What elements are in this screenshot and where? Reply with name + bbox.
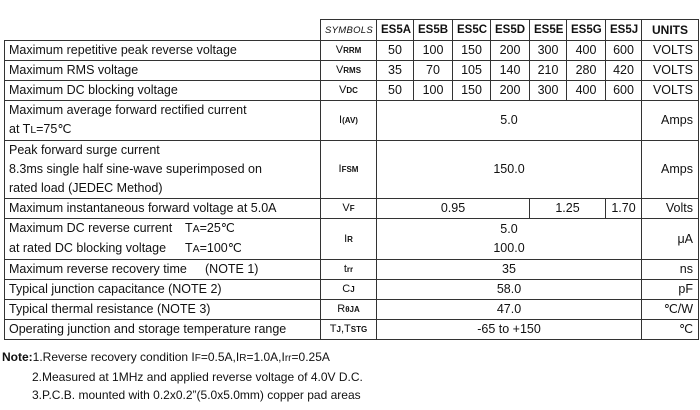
value-cell: 47.0 [377, 300, 642, 320]
symbol-cell: I(AV) [321, 101, 377, 141]
unit-cell: VOLTS [642, 81, 699, 101]
value-cell: 100 [414, 41, 453, 61]
symbol-cell: IFSM [321, 141, 377, 199]
unit-cell: Amps [642, 141, 699, 199]
symbol-cell: CJ [321, 280, 377, 300]
notes-label: Note: [2, 350, 33, 364]
note-3: 3.P.C.B. mounted with 0.2x0.2”(5.0x5.0mm) copper pad areas [32, 388, 361, 402]
table-row [5, 260, 699, 280]
value-cell: 58.0 [377, 280, 642, 300]
part-header: ES5G [567, 20, 606, 41]
param-label: Operating junction and storage temperature range [5, 320, 321, 340]
param-label: Typical junction capacitance (NOTE 2) [5, 280, 321, 300]
table-row [5, 101, 699, 141]
value-cell: 1.25 [530, 199, 606, 219]
part-header: ES5J [606, 20, 642, 41]
value-cell: 600 [606, 41, 642, 61]
part-header: ES5C [453, 20, 491, 41]
value-cell: 105 [453, 61, 491, 81]
value-cell: 35 [377, 260, 642, 280]
units-header: UNITS [642, 20, 699, 41]
value-cell: 300 [530, 41, 567, 61]
table-row [5, 280, 699, 300]
value-cell: 280 [567, 61, 606, 81]
value-cell: 420 [606, 61, 642, 81]
unit-cell: pF [642, 280, 699, 300]
unit-cell: ns [642, 260, 699, 280]
value-cell: 50 [377, 41, 414, 61]
electrical-characteristics-table [4, 19, 699, 340]
value-cell: 0.95 [377, 199, 530, 219]
value-cell: 600 [606, 81, 642, 101]
param-label: Maximum DC blocking voltage [5, 81, 321, 101]
unit-cell: Amps [642, 101, 699, 141]
table-header-row [5, 20, 699, 41]
table-row [5, 300, 699, 320]
param-label: Typical thermal resistance (NOTE 3) [5, 300, 321, 320]
value-cell: 35 [377, 61, 414, 81]
part-header: ES5B [414, 20, 453, 41]
value-cell: 210 [530, 61, 567, 81]
table-row [5, 219, 699, 260]
symbol-cell: TJ,TSTG [321, 320, 377, 340]
unit-cell: VOLTS [642, 41, 699, 61]
symbol-cell: trr [321, 260, 377, 280]
value-cell: 5.0 100.0 [377, 219, 642, 260]
header-blank [5, 20, 321, 41]
value-cell: 200 [491, 41, 530, 61]
symbols-header: SYMBOLS [321, 20, 377, 41]
note-1: Note:1.Reverse recovery condition IF=0.5A,IR=1.0A,Irr=0.25A [2, 350, 330, 364]
unit-cell: ℃ [642, 320, 699, 340]
param-label: Maximum average forward rectified current at TL=75℃ [5, 101, 321, 141]
part-header: ES5D [491, 20, 530, 41]
symbol-cell: VF [321, 199, 377, 219]
symbol-cell: IR [321, 219, 377, 260]
symbol-cell: VRMS [321, 61, 377, 81]
note-2: 2.Measured at 1MHz and applied reverse voltage of 4.0V D.C. [32, 370, 363, 384]
value-cell: 400 [567, 81, 606, 101]
value-cell: 70 [414, 61, 453, 81]
param-label: Maximum RMS voltage [5, 61, 321, 81]
unit-cell: VOLTS [642, 61, 699, 81]
part-header: ES5A [377, 20, 414, 41]
table-row [5, 320, 699, 340]
symbol-cell: VRRM [321, 41, 377, 61]
value-cell: 150.0 [377, 141, 642, 199]
value-cell: 100 [414, 81, 453, 101]
value-cell: 140 [491, 61, 530, 81]
symbol-cell: RθJA [321, 300, 377, 320]
symbol-cell: VDC [321, 81, 377, 101]
param-label: Maximum repetitive peak reverse voltage [5, 41, 321, 61]
notes-section [2, 348, 363, 404]
part-header: ES5E [530, 20, 567, 41]
value-cell: 400 [567, 41, 606, 61]
param-label: Peak forward surge current 8.3ms single half sine-wave superimposed on rated load (JEDEC Method) [5, 141, 321, 199]
param-label: Maximum DC reverse current TA=25℃ at rated DC blocking voltage TA=100℃ [5, 219, 321, 260]
table-row [5, 81, 699, 101]
table-row [5, 199, 699, 219]
value-cell: 150 [453, 81, 491, 101]
table-row [5, 41, 699, 61]
unit-cell: ℃/W [642, 300, 699, 320]
value-cell: 50 [377, 81, 414, 101]
param-label: Maximum reverse recovery time (NOTE 1) [5, 260, 321, 280]
unit-cell: μA [642, 219, 699, 260]
value-cell: 5.0 [377, 101, 642, 141]
value-cell: -65 to +150 [377, 320, 642, 340]
value-cell: 150 [453, 41, 491, 61]
table-row [5, 61, 699, 81]
value-cell: 300 [530, 81, 567, 101]
param-label: Maximum instantaneous forward voltage at 5.0A [5, 199, 321, 219]
table-row [5, 141, 699, 199]
value-cell: 1.70 [606, 199, 642, 219]
value-cell: 200 [491, 81, 530, 101]
unit-cell: Volts [642, 199, 699, 219]
